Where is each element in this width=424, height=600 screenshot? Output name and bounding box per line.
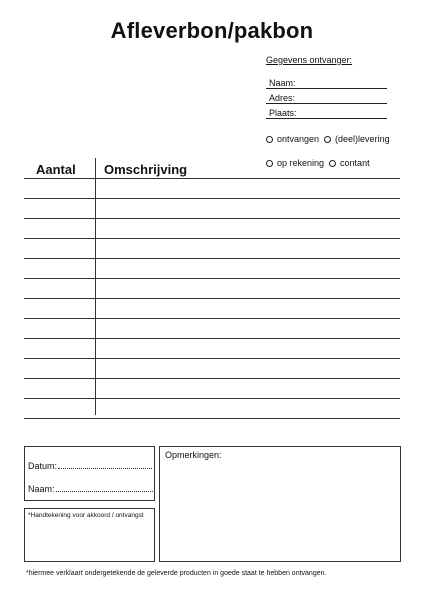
table-row[interactable] bbox=[24, 299, 400, 318]
table-row[interactable] bbox=[24, 239, 400, 258]
column-header-omschrijving: Omschrijving bbox=[104, 162, 188, 177]
recipient-city-field[interactable] bbox=[266, 107, 387, 119]
footer-note: *hiermee verklaart ondergetekende de geleverde producten in goede staat te hebben ontvangen. bbox=[26, 570, 327, 577]
delivery-options-row bbox=[266, 134, 395, 144]
column-header-aantal: Aantal bbox=[36, 162, 76, 177]
name-dotted-line bbox=[56, 491, 153, 492]
table-row[interactable] bbox=[24, 339, 400, 358]
option-label: (deel)levering bbox=[335, 134, 390, 144]
table-row[interactable] bbox=[24, 179, 400, 198]
page-title: Afleverbon/pakbon bbox=[110, 18, 314, 43]
table-row[interactable] bbox=[24, 279, 400, 298]
recipient-name-field[interactable] bbox=[266, 77, 387, 89]
name-line[interactable] bbox=[28, 484, 153, 494]
name-label: Naam: bbox=[28, 484, 55, 494]
recipient-address-label: Adres: bbox=[269, 93, 296, 103]
date-label: Datum: bbox=[28, 461, 58, 471]
table-row[interactable] bbox=[24, 199, 400, 218]
signature-box[interactable] bbox=[24, 508, 155, 562]
date-line[interactable] bbox=[28, 461, 152, 471]
table-row[interactable] bbox=[24, 219, 400, 238]
remarks-label: Opmerkingen: bbox=[165, 450, 222, 460]
table-row[interactable] bbox=[24, 319, 400, 338]
option-label: ontvangen bbox=[277, 134, 320, 144]
signature-note: *Handtekening voor akkoord / ontvangst bbox=[28, 512, 144, 519]
recipient-name-label: Naam: bbox=[269, 78, 296, 88]
radio-circle-icon[interactable] bbox=[266, 136, 273, 143]
option-label: contant bbox=[340, 158, 370, 168]
items-table bbox=[24, 158, 400, 416]
radio-circle-icon[interactable] bbox=[324, 136, 331, 143]
table-row[interactable] bbox=[24, 379, 400, 398]
recipient-city-label: Plaats: bbox=[269, 108, 297, 118]
date-name-box bbox=[24, 446, 155, 501]
recipient-address-field[interactable] bbox=[266, 92, 387, 104]
table-row[interactable] bbox=[24, 399, 400, 418]
remarks-box[interactable] bbox=[159, 446, 401, 562]
row-divider-line bbox=[24, 418, 400, 419]
recipient-heading: Gegevens ontvanger: bbox=[266, 55, 353, 65]
table-row[interactable] bbox=[24, 259, 400, 278]
date-dotted-line bbox=[58, 468, 152, 469]
table-row[interactable] bbox=[24, 359, 400, 378]
option-label: op rekening bbox=[277, 158, 325, 168]
option-deellevering[interactable] bbox=[324, 134, 390, 144]
option-ontvangen[interactable] bbox=[266, 134, 319, 144]
